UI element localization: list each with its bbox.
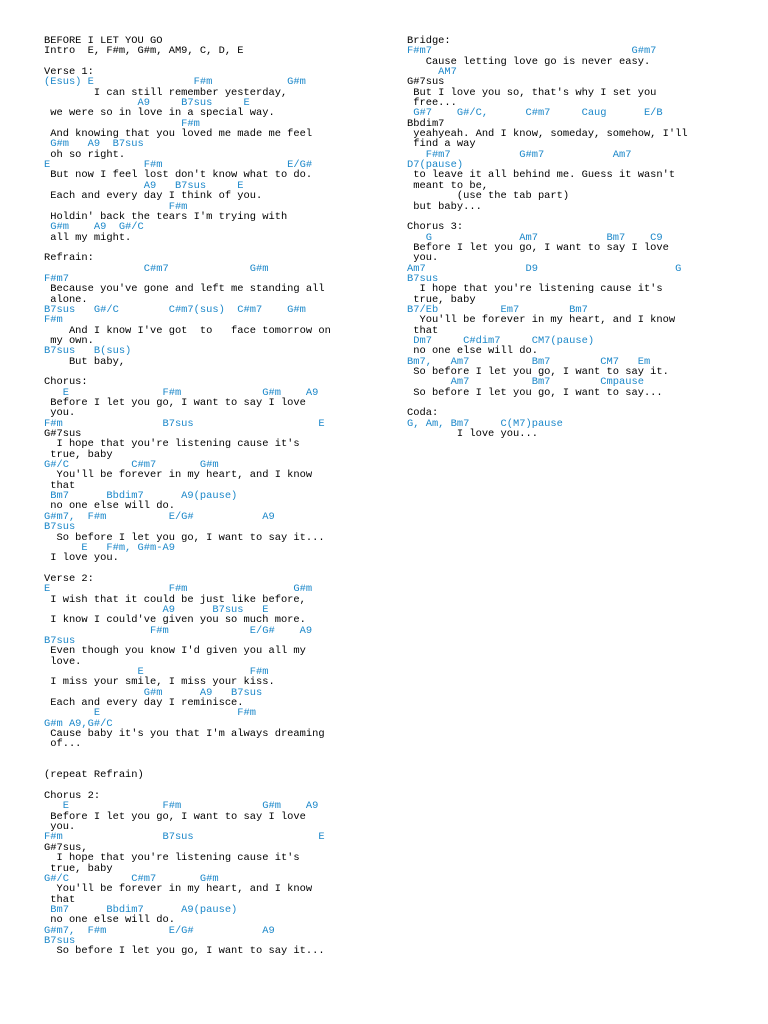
lyric-line: Because you've gone and left me standing all	[44, 283, 325, 296]
lyric-line: I can still remember yesterday,	[44, 86, 288, 99]
section-heading: Verse 1:	[44, 66, 94, 79]
lyric-line: my own.	[44, 334, 94, 347]
chord-line: G#7 G#/C, C#m7 Caug E/B	[407, 107, 663, 120]
chord-line: E F#m G#m A9	[44, 800, 319, 813]
chord-line: E F#m	[44, 665, 269, 678]
chord-line: G Am7 Bm7 C9	[407, 231, 663, 244]
chord-line: E F#m	[44, 707, 257, 720]
lyric-line: that	[407, 324, 439, 337]
lyric-line: yeahyeah. And I know, someday, somehow, I'll	[407, 128, 688, 141]
chord-line: F#m B7sus E	[44, 417, 325, 430]
chord-line: B7sus	[44, 634, 76, 647]
section-heading: Intro E, F#m, G#m, AM9, C, D, E	[44, 45, 244, 58]
chord-line: C#m7 G#m	[44, 262, 269, 275]
lyric-line: we were so in love in a special way.	[44, 107, 275, 120]
section-heading: G#7sus,	[44, 841, 88, 854]
lyric-line: you.	[44, 821, 76, 834]
chord-line: E F#m G#m A9	[44, 386, 319, 399]
lyric-line: alone.	[44, 293, 88, 306]
chord-line: F#m	[44, 200, 188, 213]
lyric-line: Each and every day I think of you.	[44, 190, 263, 203]
lyric-line: I miss your smile, I miss your kiss.	[44, 676, 275, 689]
lyric-line: But I love you so, that's why I set you	[407, 86, 657, 99]
chord-line: B7sus	[44, 934, 76, 947]
section-heading: Verse 2:	[44, 572, 94, 585]
chord-line: G#/C C#m7 G#m	[44, 459, 219, 472]
chord-line: Bm7 Bbdim7 A9(pause)	[44, 490, 238, 503]
lyric-line: to leave it all behind me. Guess it wasn't	[407, 169, 676, 182]
chord-line: G#m A9 G#/C	[44, 221, 144, 234]
section-heading: Bbdim7	[407, 117, 445, 130]
chord-line: E F#m G#m	[44, 583, 313, 596]
section-heading: Chorus:	[44, 376, 88, 389]
lyric-line: Each and every day I reminisce.	[44, 697, 244, 709]
chord-line: B7sus	[44, 521, 76, 534]
section-heading: G#7sus	[407, 76, 445, 89]
blank-line	[407, 398, 727, 408]
chord-line: Am7 Bm7 Cmpause	[407, 376, 644, 389]
chord-line: (Esus) E F#m G#m	[44, 76, 306, 89]
lyric-line: But now I feel lost don't know what to do.	[44, 169, 313, 182]
lyric-line: find a way	[407, 138, 476, 151]
lyric-line: free...	[407, 97, 457, 110]
chord-line: G#m A9,G#/C	[44, 717, 113, 730]
left-column	[44, 36, 362, 957]
chord-line: A9 B7sus E	[44, 603, 269, 616]
lyric-line: you.	[44, 407, 76, 420]
chord-line: G#/C C#m7 G#m	[44, 872, 219, 885]
lyric-line: of...	[44, 738, 82, 751]
lyric-line: Cause letting love go is never easy.	[407, 55, 651, 68]
lyric-line: that	[44, 893, 76, 906]
lyric-line: Before I let you go, I want to say I love	[44, 810, 306, 823]
section-heading: Chorus 2:	[44, 790, 101, 803]
lyric-line: all my might.	[44, 231, 132, 244]
lyric-line: no one else will do.	[407, 345, 538, 358]
lyric-line: Cause baby it's you that I'm always dreaming	[44, 728, 325, 741]
chord-line: B7sus G#/C C#m7(sus) C#m7 G#m	[44, 303, 306, 316]
section-heading: G#7sus	[44, 428, 82, 441]
lyric-line: that	[44, 479, 76, 492]
chord-line: G#m A9 B7sus	[44, 138, 144, 151]
lyric-line: You'll be forever in my heart, and I know	[407, 314, 676, 327]
chord-line: F#m7 G#m7 Am7	[407, 148, 632, 161]
lyric-line: true, baby	[44, 448, 113, 461]
chord-line: F#m E/G# A9	[44, 624, 313, 637]
lyric-line: meant to be,	[407, 179, 489, 192]
chord-line: F#m7 G#m7	[407, 45, 657, 58]
lyric-line: no one else will do.	[44, 914, 175, 927]
chord-line: Dm7 C#dim7 CM7(pause)	[407, 334, 595, 347]
lyric-line: oh so right.	[44, 148, 126, 161]
lyric-line: I hope that you're listening cause it's	[44, 852, 300, 865]
chord-line: D7(pause)	[407, 159, 464, 172]
chord-line: B7sus	[407, 272, 439, 285]
lyric-line: Before I let you go, I want to say I love	[44, 397, 306, 410]
chord-line: F#m B7sus E	[44, 831, 325, 844]
lyric-line: Holdin' back the tears I'm trying with	[44, 210, 288, 223]
lyric-line: you.	[407, 252, 439, 265]
section-heading: Chorus 3:	[407, 221, 464, 234]
lyric-line: You'll be forever in my heart, and I know	[44, 469, 313, 482]
lyric-line: And knowing that you loved me made me feel	[44, 128, 313, 141]
chord-line: B7/Eb Em7 Bm7	[407, 303, 588, 316]
lyric-line: I wish that it could be just like before,	[44, 593, 306, 606]
chord-line: A9 B7sus E	[44, 179, 244, 192]
chord-line: AM7	[407, 66, 457, 79]
lyric-line: true, baby	[407, 293, 476, 306]
lyric-line: I hope that you're listening cause it's	[407, 283, 663, 296]
blank-line	[44, 367, 362, 377]
lyric-line: Even though you know I'd given you all my	[44, 645, 306, 658]
right-column	[407, 36, 727, 439]
lyric-line: I hope that you're listening cause it's	[44, 438, 300, 451]
lyric-line: true, baby	[44, 862, 113, 875]
section-heading: Coda:	[407, 407, 439, 420]
lyric-line: So before I let you go, I want to say it...	[44, 531, 325, 544]
chord-line: F#m	[44, 314, 63, 327]
chord-line: E F#m, G#m-A9	[44, 541, 175, 554]
lyric-line: So before I let you go, I want to say...	[407, 386, 663, 399]
lyric-line: but baby...	[407, 200, 482, 213]
lyric-line: I love you.	[44, 552, 119, 565]
lyric-line: I love you...	[407, 428, 538, 441]
chord-line: E F#m E/G#	[44, 159, 313, 172]
lyric-line: So before I let you go, I want to say it...	[44, 945, 325, 958]
chord-line: Bm7, Am7 Bm7 CM7 Em	[407, 355, 651, 368]
lyric-line: But baby,	[44, 355, 126, 368]
lyric-line: (use the tab part)	[407, 190, 570, 203]
section-heading: Bridge:	[407, 35, 451, 47]
lyric-line: Before I let you go, I want to say I love	[407, 241, 669, 254]
chord-line: A9 B7sus E	[44, 97, 250, 110]
blank-line	[44, 750, 362, 760]
section-heading: (repeat Refrain)	[44, 769, 144, 782]
chord-line: Am7 D9 G	[407, 262, 682, 275]
chord-line: Bm7 Bbdim7 A9(pause)	[44, 903, 238, 916]
chord-line: B7sus B(sus)	[44, 345, 132, 358]
lyric-line: And I know I've got to face tomorrow on	[44, 324, 331, 337]
chord-line: G#m7, F#m E/G# A9	[44, 510, 275, 523]
chord-line: G#m A9 B7sus	[44, 686, 263, 699]
lyric-line: You'll be forever in my heart, and I know	[44, 883, 313, 896]
section-heading: BEFORE I LET YOU GO	[44, 35, 163, 47]
chord-line: G#m7, F#m E/G# A9	[44, 924, 275, 937]
lyric-line: I know I could've given you so much more.	[44, 614, 306, 627]
lyric-line: So before I let you go, I want to say it.	[407, 366, 669, 378]
lyric-line: no one else will do.	[44, 500, 175, 513]
section-heading: Refrain:	[44, 252, 94, 265]
chord-line: G, Am, Bm7 C(M7)pause	[407, 417, 563, 430]
chord-line: F#m	[44, 117, 200, 130]
chord-line: F#m7	[44, 272, 69, 285]
lyric-line: love.	[44, 655, 82, 668]
